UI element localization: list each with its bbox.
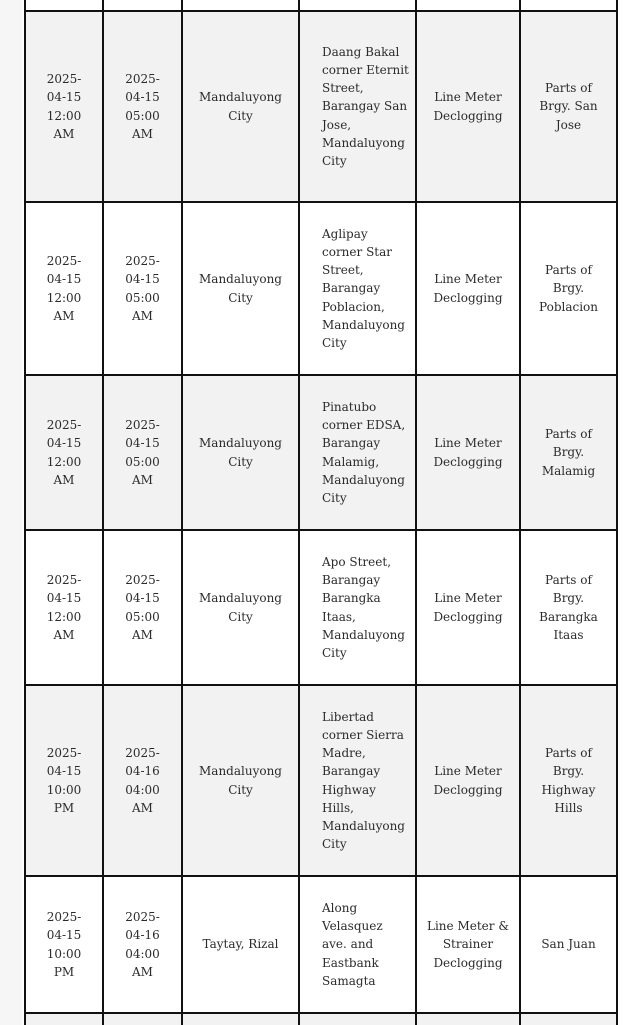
location-cell: Pinatubo corner EDSA, Barangay Malamig, Mandaluyong City <box>299 375 416 530</box>
city-cell: Mandaluyong City <box>182 685 299 876</box>
table-row <box>25 375 617 530</box>
page-left-margin <box>0 0 22 1025</box>
page-right-margin <box>617 0 640 1025</box>
city-cell: Mandaluyong City <box>182 11 299 202</box>
interruption-schedule-table <box>24 0 618 1025</box>
table-row <box>25 685 617 876</box>
end-datetime-cell: 2025- 04-15 05:00 AM <box>103 11 182 202</box>
end-datetime-cell: 2025- 04-16 04:00 AM <box>103 685 182 876</box>
table-row <box>25 876 617 1013</box>
start-datetime-cell: 2025- 04-15 12:00 AM <box>25 11 103 202</box>
table-cell <box>182 1013 299 1025</box>
start-datetime-cell: 2025- 04-15 10:00 PM <box>25 685 103 876</box>
table-cell <box>103 0 182 11</box>
table-cell <box>25 1013 103 1025</box>
city-cell: Mandaluyong City <box>182 375 299 530</box>
table-cell <box>416 1013 520 1025</box>
activity-cell: Line Meter Declogging <box>416 685 520 876</box>
affected-area-cell: Parts of Brgy. Barangka Itaas <box>520 530 617 685</box>
activity-cell: Line Meter Declogging <box>416 375 520 530</box>
table-row <box>25 11 617 202</box>
table-cell <box>25 0 103 11</box>
activity-cell: Line Meter Declogging <box>416 202 520 375</box>
affected-area-cell: Parts of Brgy. Malamig <box>520 375 617 530</box>
start-datetime-cell: 2025- 04-15 12:00 AM <box>25 530 103 685</box>
table-cell <box>182 0 299 11</box>
table-cell <box>520 1013 617 1025</box>
city-cell: Mandaluyong City <box>182 202 299 375</box>
table-row-next-partial <box>25 1013 617 1025</box>
end-datetime-cell: 2025- 04-15 05:00 AM <box>103 375 182 530</box>
table-cell <box>520 0 617 11</box>
table-row-previous-partial <box>25 0 617 11</box>
end-datetime-cell: 2025- 04-16 04:00 AM <box>103 876 182 1013</box>
affected-area-cell: Parts of Brgy. Highway Hills <box>520 685 617 876</box>
table-cell <box>299 1013 416 1025</box>
end-datetime-cell: 2025- 04-15 05:00 AM <box>103 530 182 685</box>
table-cell <box>103 1013 182 1025</box>
activity-cell: Line Meter & Strainer Declogging <box>416 876 520 1013</box>
start-datetime-cell: 2025- 04-15 12:00 AM <box>25 375 103 530</box>
affected-area-cell: San Juan <box>520 876 617 1013</box>
affected-area-cell: Parts of Brgy. Poblacion <box>520 202 617 375</box>
activity-cell: Line Meter Declogging <box>416 11 520 202</box>
location-cell: Daang Bakal corner Eternit Street, Barangay San Jose, Mandaluyong City <box>299 11 416 202</box>
location-cell: Apo Street, Barangay Barangka Itaas, Mandaluyong City <box>299 530 416 685</box>
location-cell: Aglipay corner Star Street, Barangay Poblacion, Mandaluyong City <box>299 202 416 375</box>
table-cell <box>416 0 520 11</box>
start-datetime-cell: 2025- 04-15 10:00 PM <box>25 876 103 1013</box>
city-cell: Mandaluyong City <box>182 530 299 685</box>
location-cell: Libertad corner Sierra Madre, Barangay Highway Hills, Mandaluyong City <box>299 685 416 876</box>
table-row <box>25 530 617 685</box>
table-cell <box>299 0 416 11</box>
table-row <box>25 202 617 375</box>
activity-cell: Line Meter Declogging <box>416 530 520 685</box>
end-datetime-cell: 2025- 04-15 05:00 AM <box>103 202 182 375</box>
affected-area-cell: Parts of Brgy. San Jose <box>520 11 617 202</box>
location-cell: Along Velasquez ave. and Eastbank Samagta <box>299 876 416 1013</box>
city-cell: Taytay, Rizal <box>182 876 299 1013</box>
start-datetime-cell: 2025- 04-15 12:00 AM <box>25 202 103 375</box>
